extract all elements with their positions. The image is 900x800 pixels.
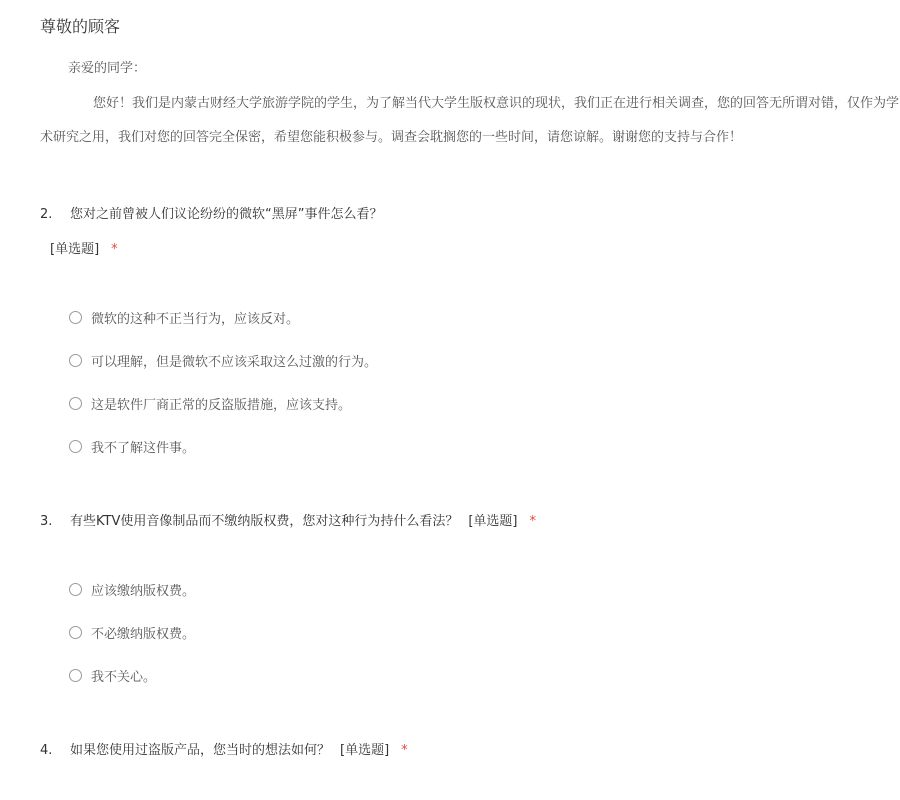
option-label: 这是软件厂商正常的反盗版措施，应该支持。 (91, 397, 352, 413)
question-2-option-4[interactable] (69, 437, 195, 455)
radio-button[interactable] (69, 311, 82, 324)
radio-button[interactable] (69, 669, 82, 682)
radio-button[interactable] (69, 354, 82, 367)
option-label: 可以理解，但是微软不应该采取这么过激的行为。 (91, 354, 378, 370)
intro-salutation: 亲爱的同学： (68, 61, 147, 76)
question-2-number: 2. (40, 207, 53, 222)
question-2-option-1[interactable] (69, 308, 299, 326)
question-2-required-mark: * (111, 242, 118, 257)
question-3-required-mark: * (529, 514, 537, 529)
radio-button[interactable] (69, 583, 82, 596)
radio-button[interactable] (69, 626, 82, 639)
question-3-number: 3. (40, 514, 53, 529)
question-2-title: 您对之前曾被人们议论纷纷的微软“黑屏”事件怎么看？ (70, 207, 383, 222)
question-3-option-3[interactable] (69, 666, 156, 684)
question-3-type-label: [单选题] (468, 514, 518, 529)
radio-button[interactable] (69, 397, 82, 410)
option-label: 我不了解这件事。 (91, 440, 196, 456)
question-3-option-1[interactable] (69, 580, 195, 598)
question-4-title-line (40, 739, 408, 758)
question-4-title: 如果您使用过盗版产品，您当时的想法如何？ (70, 743, 331, 758)
question-4-required-mark: * (401, 743, 408, 758)
option-label: 微软的这种不正当行为，应该反对。 (91, 311, 300, 327)
question-2-option-2[interactable] (69, 351, 377, 369)
question-2-option-3[interactable] (69, 394, 351, 412)
question-2-type-line (50, 238, 118, 257)
question-2-title-line (40, 203, 382, 222)
question-4-type-label: [单选题] (340, 743, 390, 758)
question-3-option-2[interactable] (69, 623, 195, 641)
question-4-number: 4. (40, 743, 53, 758)
question-3-title: 有些KTV使用音像制品而不缴纳版权费，您对这种行为持什么看法？ (70, 514, 459, 529)
intro-paragraph: 您好！我们是内蒙古财经大学旅游学院的学生，为了解当代大学生版权意识的现状，我们正在进行相关调查，您的回答无所谓对错，仅作为学术研究之用，我们对您的回答完全保密，希望您能积极参与。调查会耽搁您的一些时间，请您谅解。谢谢您的支持与合作！ (40, 96, 900, 145)
option-label: 应该缴纳版权费。 (91, 583, 196, 599)
radio-button[interactable] (69, 440, 82, 453)
option-label: 不必缴纳版权费。 (91, 626, 196, 642)
question-3-title-line (40, 510, 536, 529)
greeting-title: 尊敬的顾客 (40, 17, 121, 36)
question-2-type-label: [单选题] (50, 242, 100, 257)
option-label: 我不关心。 (91, 669, 157, 685)
